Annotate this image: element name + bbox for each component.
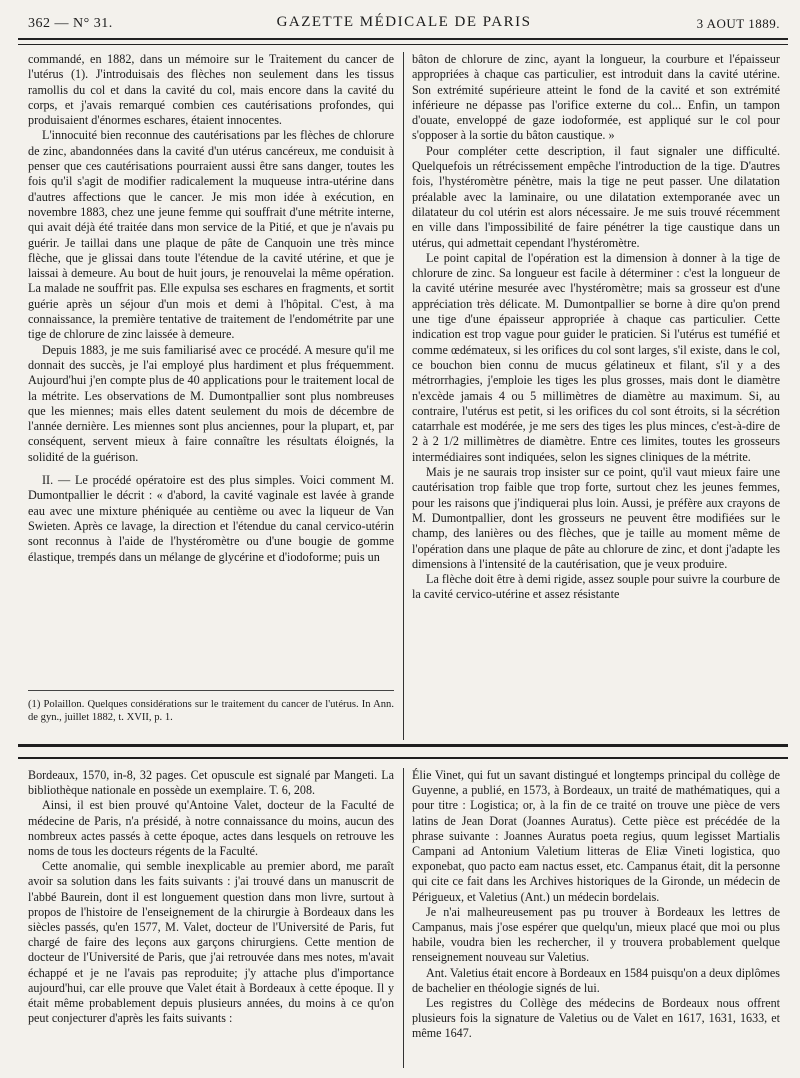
paragraph: Ainsi, il est bien prouvé qu'Antoine Valet, docteur de la Faculté de médecine de Paris, n'a présidé, à notre connaissance du moins, aucun des nombreux actes passés à cette époque, actes dans lesquels on retrouve les noms de tous les docteurs régents de la Faculté. bbox=[28, 798, 394, 859]
paragraph: Les registres du Collège des médecins de Bordeaux nous offrent plusieurs fois la signature de Valetius ou de Valet en 1617, 1631, 1633, et même 1647. bbox=[412, 996, 780, 1041]
paragraph: Bordeaux, 1570, in-8, 32 pages. Cet opuscule est signalé par Mangeti. La bibliothèque nationale en possède un exemplaire. T. 6, 208. bbox=[28, 768, 394, 798]
upper-right-column bbox=[412, 52, 780, 742]
upper-left-column bbox=[28, 52, 394, 670]
footnote: (1) Polaillon. Quelques considérations sur le traitement du cancer de l'utérus. In Ann. de gyn., juillet 1882, t. XVII, p. 1. bbox=[28, 699, 394, 723]
paragraph: Je n'ai malheureusement pas pu trouver à Bordeaux les lettres de Campanus, mais j'ose espérer que quelqu'un, mieux placé que moi ou plus habile, voudra bien les rechercher, il y trouvera probablement quelque renseignement nouveau sur Valetius. bbox=[412, 904, 780, 965]
paragraph: Pour compléter cette description, il faut signaler une difficulté. Quelquefois un rétrécissement empêche l'introduction de la tige. D'autres fois, l'hystéromètre pénètre, mais la tige ne peut passer. Une dilatation préalable avec la laminaire, ou une dilatation extemporanée avec un dilatateur du col utérin est alors nécessaire. Je me suis trouvé récemment en ville dans l'impossibilité de faire pénétrer la tige caustique dans un utérus, qui admettait cependant l'hystéromètre. bbox=[412, 143, 780, 250]
column-divider-lower bbox=[403, 768, 404, 1068]
paragraph: Cette anomalie, qui semble inexplicable au premier abord, me paraît avoir sa solution dans les faits suivants : j'ai trouvé dans un manuscrit de l'abbé Baurein, dont il est longuement question dans mon livre, surtout à propos de l'histoire de l'enseignement de la chirurgie à Bordeaux dans les siècles passés, qu'en 1577, M. Valet, docteur de l'Université de Paris, fut chargé de faire des leçons aux garçons chirurgiens. Cette mention de docteur de l'Université de Paris, que j'ai retrouvée dans mes notes, m'avait échappé et je ne l'avais pas reproduite; j'y attache plus d'importance aujourd'hui, car elle prouve que Valet était à Bordeaux à cette époque. Il y était même probablement depuis plusieurs années, du moins à ce qu'on peut conjecturer d'après les faits suivants : bbox=[28, 859, 394, 1026]
paragraph: Mais je ne saurais trop insister sur ce point, qu'il vaut mieux faire une cautérisation trop faible que trop forte, surtout chez les jeunes femmes, pour les raisons que j'indiquerai plus loin. Aussi, je préfère aux crayons de M. Dumontpallier, dont les grosseurs ne peuvent être modifiées sur le champ, des lanières ou des flèches, que je taille au moment même de l'opération dans une plaque de pâte au chlorure de zinc, et dont j'adapte les dimensions à l'intensité de la cautérisation, que je veux produire. bbox=[412, 465, 780, 571]
lower-left-column bbox=[28, 768, 394, 1068]
page-number-issue: 362 — N° 31. bbox=[28, 16, 113, 31]
journal-title: GAZETTE MÉDICALE DE PARIS bbox=[276, 14, 532, 30]
paragraph: Ant. Valetius était encore à Bordeaux en 1584 puisqu'on a deux diplômes de bachelier en théologie signés de lui. bbox=[412, 965, 780, 995]
page-header bbox=[28, 10, 780, 36]
paragraph: bâton de chlorure de zinc, ayant la longueur, la courbure et l'épaisseur appropriées à chaque cas particulier, est introduit dans la cavité utérine. Son extrémité supérieure atteint le fond de la cavité et son extrémité inférieure ne dépasse pas l'orifice externe du col... Enfin, un tampon d'ouate, enveloppé de gaze iodoformée, est appliqué sur le col pour s'opposer à la sortie du bâton caustique. » bbox=[412, 52, 780, 143]
paragraph: Élie Vinet, qui fut un savant distingué et longtemps principal du collège de Guyenne, a publié, en 1573, à Bordeaux, un traité de mathématiques, qui a pour titre : Logistica; or, à la fin de ce traité on trouve une pièce de vers latins de Jean Dorat (Joannes Auratus). Cette pièce est précédée de la phrase suivante : Joannes Auratus poeta regius, quum legisset Martialis Campani ad Antonium Valetium litteras de Eliæ Vineti logistica, quo exponebat, quo pacto eam nactus esset, etc. Campanus était, dit la personne qui cite ce fait dans les Archives historiques de la Gironde, un médecin de Périgueux, et Valetius (Ant.) un médecin bordelais. bbox=[412, 768, 780, 904]
feuilleton-separator bbox=[18, 744, 788, 759]
paragraph: commandé, en 1882, dans un mémoire sur le Traitement du cancer de l'utérus (1). J'introduisais des flèches non seulement dans les tissus ramollis du col et dans la cavité du col, mais encore dans la cavité du corps, et j'avais remarqué combien ces cautérisations profondes, qui produisaient d'énormes eschares, étaient innocentes. bbox=[28, 52, 394, 128]
paragraph: La flèche doit être à demi rigide, assez souple pour suivre la courbure de la cavité cervico-utérine et assez résistante bbox=[412, 572, 780, 602]
paragraph: Depuis 1883, je me suis familiarisé avec ce procédé. A mesure qu'il me donnait des succès, je l'ai employé plus hardiment et plus fréquemment. Aujourd'hui j'en compte plus de 40 applications pour le traitement local de la métrite. Les observations de M. Dumontpallier sont plus nombreuses que les miennes; mais elles datent seulement du mois de décembre de l'année dernière. Les miennes sont plus anciennes, pour la plupart, et, par conséquent, servent mieux à faire connaître les résultats éloignés, la solidité de la guérison. bbox=[28, 342, 394, 464]
lower-right-column bbox=[412, 768, 780, 1068]
column-divider-upper bbox=[403, 52, 404, 740]
paragraph: Le point capital de l'opération est la dimension à donner à la tige de chlorure de zinc. Sa longueur est facile à déterminer : c'est la longueur de la cavité utérine mesurée avec l'hystéromètre; mais sa grosseur est d'une appréciation très délicate. M. Dumontpallier se borne à dire qu'on prend une tige d'une épaisseur appropriée à chaque cas particulier. Cette indication est trop vague pour guider le praticien. Si l'utérus est tuméfié et comme œdémateux, si les orifices du col sont larges, s'il existe, dans le col, ce bouchon bien connu de mucus gélatineux et filant, s'il y a des métrorrhagies, j'emploie les tiges les plus grosses, mais dont le diamètre n'excède jamais 4 ou 5 millimètres de diamètre au maximum. Si, au contraire, l'utérus est petit, si les orifices du col sont étroits, si la sécrétion catarrhale est modérée, je me sers des tiges les plus minces, c'est-à-dire de 2 à 2 1/2 millimètres de diamètre. Entre ces limites, toutes les grosseurs intermédiaires sont indiquées, selon les signes cliniques de la métrite. bbox=[412, 250, 780, 464]
footnote-rule bbox=[28, 690, 394, 691]
issue-date: 3 AOUT 1889. bbox=[696, 16, 780, 31]
paragraph: L'innocuité bien reconnue des cautérisations par les flèches de chlorure de zinc, abandonnées dans la cavité d'un utérus cancéreux, me conduisit à penser que ces cautérisations pourraient aussi être sans danger, toutes les fois qu'il s'agit de modifier radicalement la muqueuse intra-utérine dans d'autres affections que le cancer. Je mis mon idée à exécution, en novembre 1883, chez une jeune femme qui souffrait d'une métrite interne, qui avait déjà été traitée dans mon service de la Pitié, et que je n'avais pu guérir. Je taillai dans une plaque de pâte de Canquoin une très mince flèche, que je glissai dans toute l'étendue de la cavité utérine, et que je laissai à demeure. Au bout de huit jours, je renouvelai la même opération. La malade ne souffrit pas. Elle expulsa ses eschares en fragments, et sortit guérie après un séjour d'un mois et demi à l'hôpital. C'est, à ma connaissance, la première tentative de traitement de l'endométrite par une tige de chlorure de zinc laissée à demeure. bbox=[28, 128, 394, 342]
header-rule bbox=[18, 38, 788, 45]
paragraph-section-ii: II. — Le procédé opératoire est des plus simples. Voici comment M. Dumontpallier le décrit : « d'abord, la cavité vaginale est lavée à grande eau avec une mixture phéniquée au centième ou avec la liqueur de Van Swieten. Après ce lavage, la direction et l'étendue du canal cervico-utérin sont reconnus à l'aide de l'hystéromètre ou d'une bougie de gomme élastique, trempés dans un mélange de glycérine et d'iodoforme; puis un bbox=[28, 473, 394, 564]
